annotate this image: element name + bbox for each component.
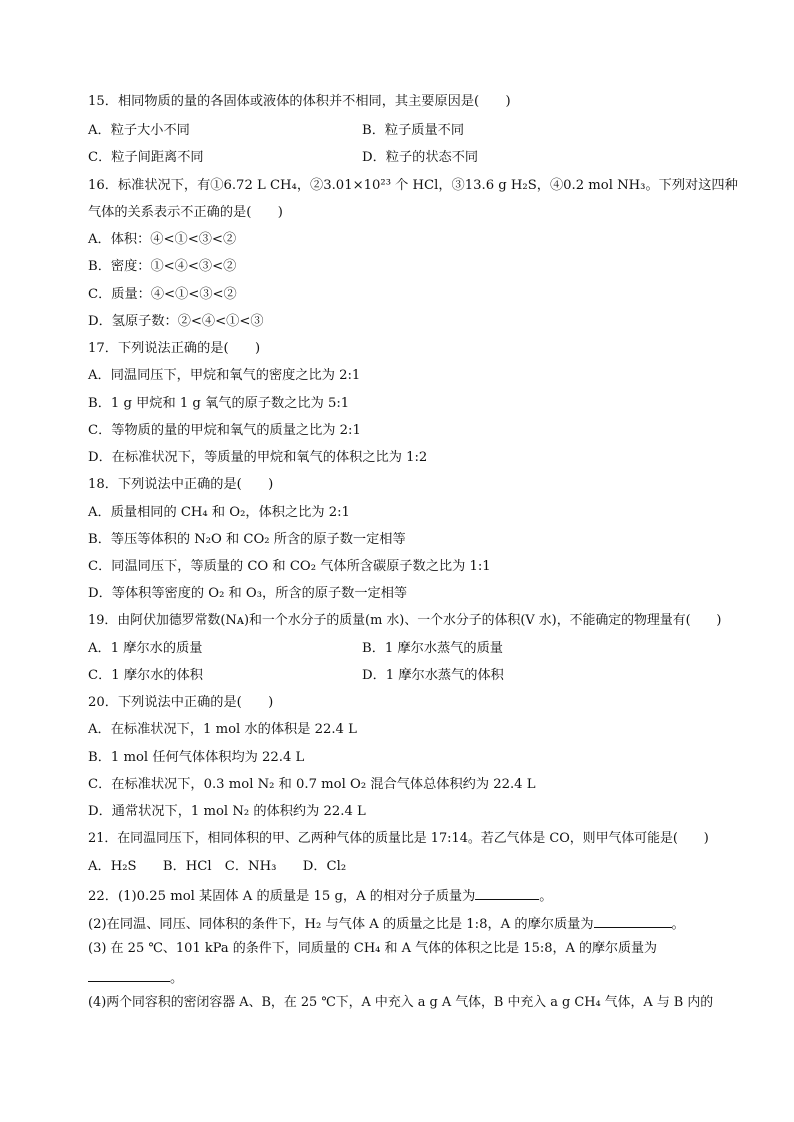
q15-option-c: C．粒子间距离不同 (88, 150, 204, 165)
q20-option-c: C．在标准状况下，0.3 mol N₂ 和 0.7 mol O₂ 混合气体总体积约为 22.4 L (88, 777, 536, 792)
q21-stem: 21．在同温同压下，相同体积的甲、乙两种气体的质量比是 17:14。若乙气体是 CO，则甲气体可能是( ) (88, 831, 709, 846)
q18-option-c: C．同温同压下，等质量的 CO 和 CO₂ 气体所含碳原子数之比为 1:1 (88, 559, 491, 574)
q16-option-c: C．质量：④<①<③<② (88, 287, 237, 302)
q19-option-a: A．1 摩尔水的质量 (88, 641, 203, 656)
q20-option-a: A．在标准状况下，1 mol 水的体积是 22.4 L (88, 722, 357, 737)
q22-part1 (88, 885, 552, 906)
q22-part3-line1: (3) 在 25 ℃、101 kPa 的条件下，同质量的 CH₄ 和 A 气体的体积之比是 15:8，A 的摩尔质量为 (88, 941, 658, 956)
q17-option-b: B．1 g 甲烷和 1 g 氧气的原子数之比为 5:1 (88, 396, 350, 411)
q20-option-d: D．通常状况下，1 mol N₂ 的体积约为 22.4 L (88, 804, 366, 819)
q22-part1-text: 22．(1)0.25 mol 某固体 A 的质量是 15 g，A 的相对分子质量为 (88, 889, 476, 904)
q19-option-d: D．1 摩尔水蒸气的体积 (362, 668, 504, 683)
q15-option-d: D．粒子的状态不同 (362, 150, 479, 165)
q19-option-b: B．1 摩尔水蒸气的质量 (362, 641, 503, 656)
q22-part3-end: 。 (170, 971, 184, 986)
q15-option-b: B．粒子质量不同 (362, 123, 465, 138)
q22-part1-answer-blank[interactable] (475, 885, 539, 900)
q19-option-c: C．1 摩尔水的体积 (88, 668, 203, 683)
q18-option-d: D．等体积等密度的 O₂ 和 O₃，所含的原子数一定相等 (88, 586, 408, 601)
q18-option-b: B．等压等体积的 N₂O 和 CO₂ 所含的原子数一定相等 (88, 532, 406, 547)
q15-option-a: A．粒子大小不同 (88, 123, 190, 138)
q22-part2-text: (2)在同温、同压、同体积的条件下，H₂ 与气体 A 的质量之比是 1:8，A 的摩尔质量为 (88, 917, 594, 932)
q22-part1-end: 。 (539, 889, 553, 904)
q22-part2-answer-blank[interactable] (594, 913, 672, 928)
q17-option-d: D．在标准状况下，等质量的甲烷和氧气的体积之比为 1:2 (88, 450, 428, 465)
q16-stem-line1: 16．标准状况下，有①6.72 L CH₄，②3.01×10²³ 个 HCl，③13.6 g H₂S，④0.2 mol NH₃。下列对这四种 (88, 178, 738, 193)
q17-stem: 17．下列说法正确的是( ) (88, 341, 261, 356)
q16-option-d: D．氢原子数：②<④<①<③ (88, 314, 264, 329)
q17-option-c: C．等物质的量的甲烷和氧气的质量之比为 2:1 (88, 423, 361, 438)
q16-stem-line2: 气体的关系表示不正确的是( ) (88, 205, 283, 220)
q18-stem: 18．下列说法中正确的是( ) (88, 477, 274, 492)
q22-part4: (4)两个同容积的密闭容器 A、B，在 25 ℃下，A 中充入 a g A 气体，B 中充入 a g CH₄ 气体，A 与 B 内的 (88, 995, 714, 1010)
q16-option-a: A．体积：④<①<③<② (88, 232, 237, 247)
q20-stem: 20．下列说法中正确的是( ) (88, 695, 274, 710)
q18-option-a: A．质量相同的 CH₄ 和 O₂，体积之比为 2:1 (88, 505, 350, 520)
q21-options: A．H₂S B．HCl C．NH₃ D．Cl₂ (88, 859, 347, 874)
q22-part3-line2 (88, 967, 183, 988)
q22-part2-end: 。 (671, 917, 685, 932)
q22-part3-answer-blank[interactable] (88, 967, 170, 982)
q15-stem: 15．相同物质的量的各固体或液体的体积并不相同，其主要原因是( ) (88, 94, 511, 109)
q22-part2 (88, 913, 685, 934)
q16-option-b: B．密度：①<④<③<② (88, 259, 237, 274)
q17-option-a: A．同温同压下，甲烷和氧气的密度之比为 2:1 (88, 368, 361, 383)
q19-stem: 19．由阿伏加德罗常数(Nᴀ)和一个水分子的质量(m 水)、一个水分子的体积(V 水)，不能确定的物理量有( ) (88, 613, 722, 628)
q20-option-b: B．1 mol 任何气体体积均为 22.4 L (88, 750, 305, 765)
